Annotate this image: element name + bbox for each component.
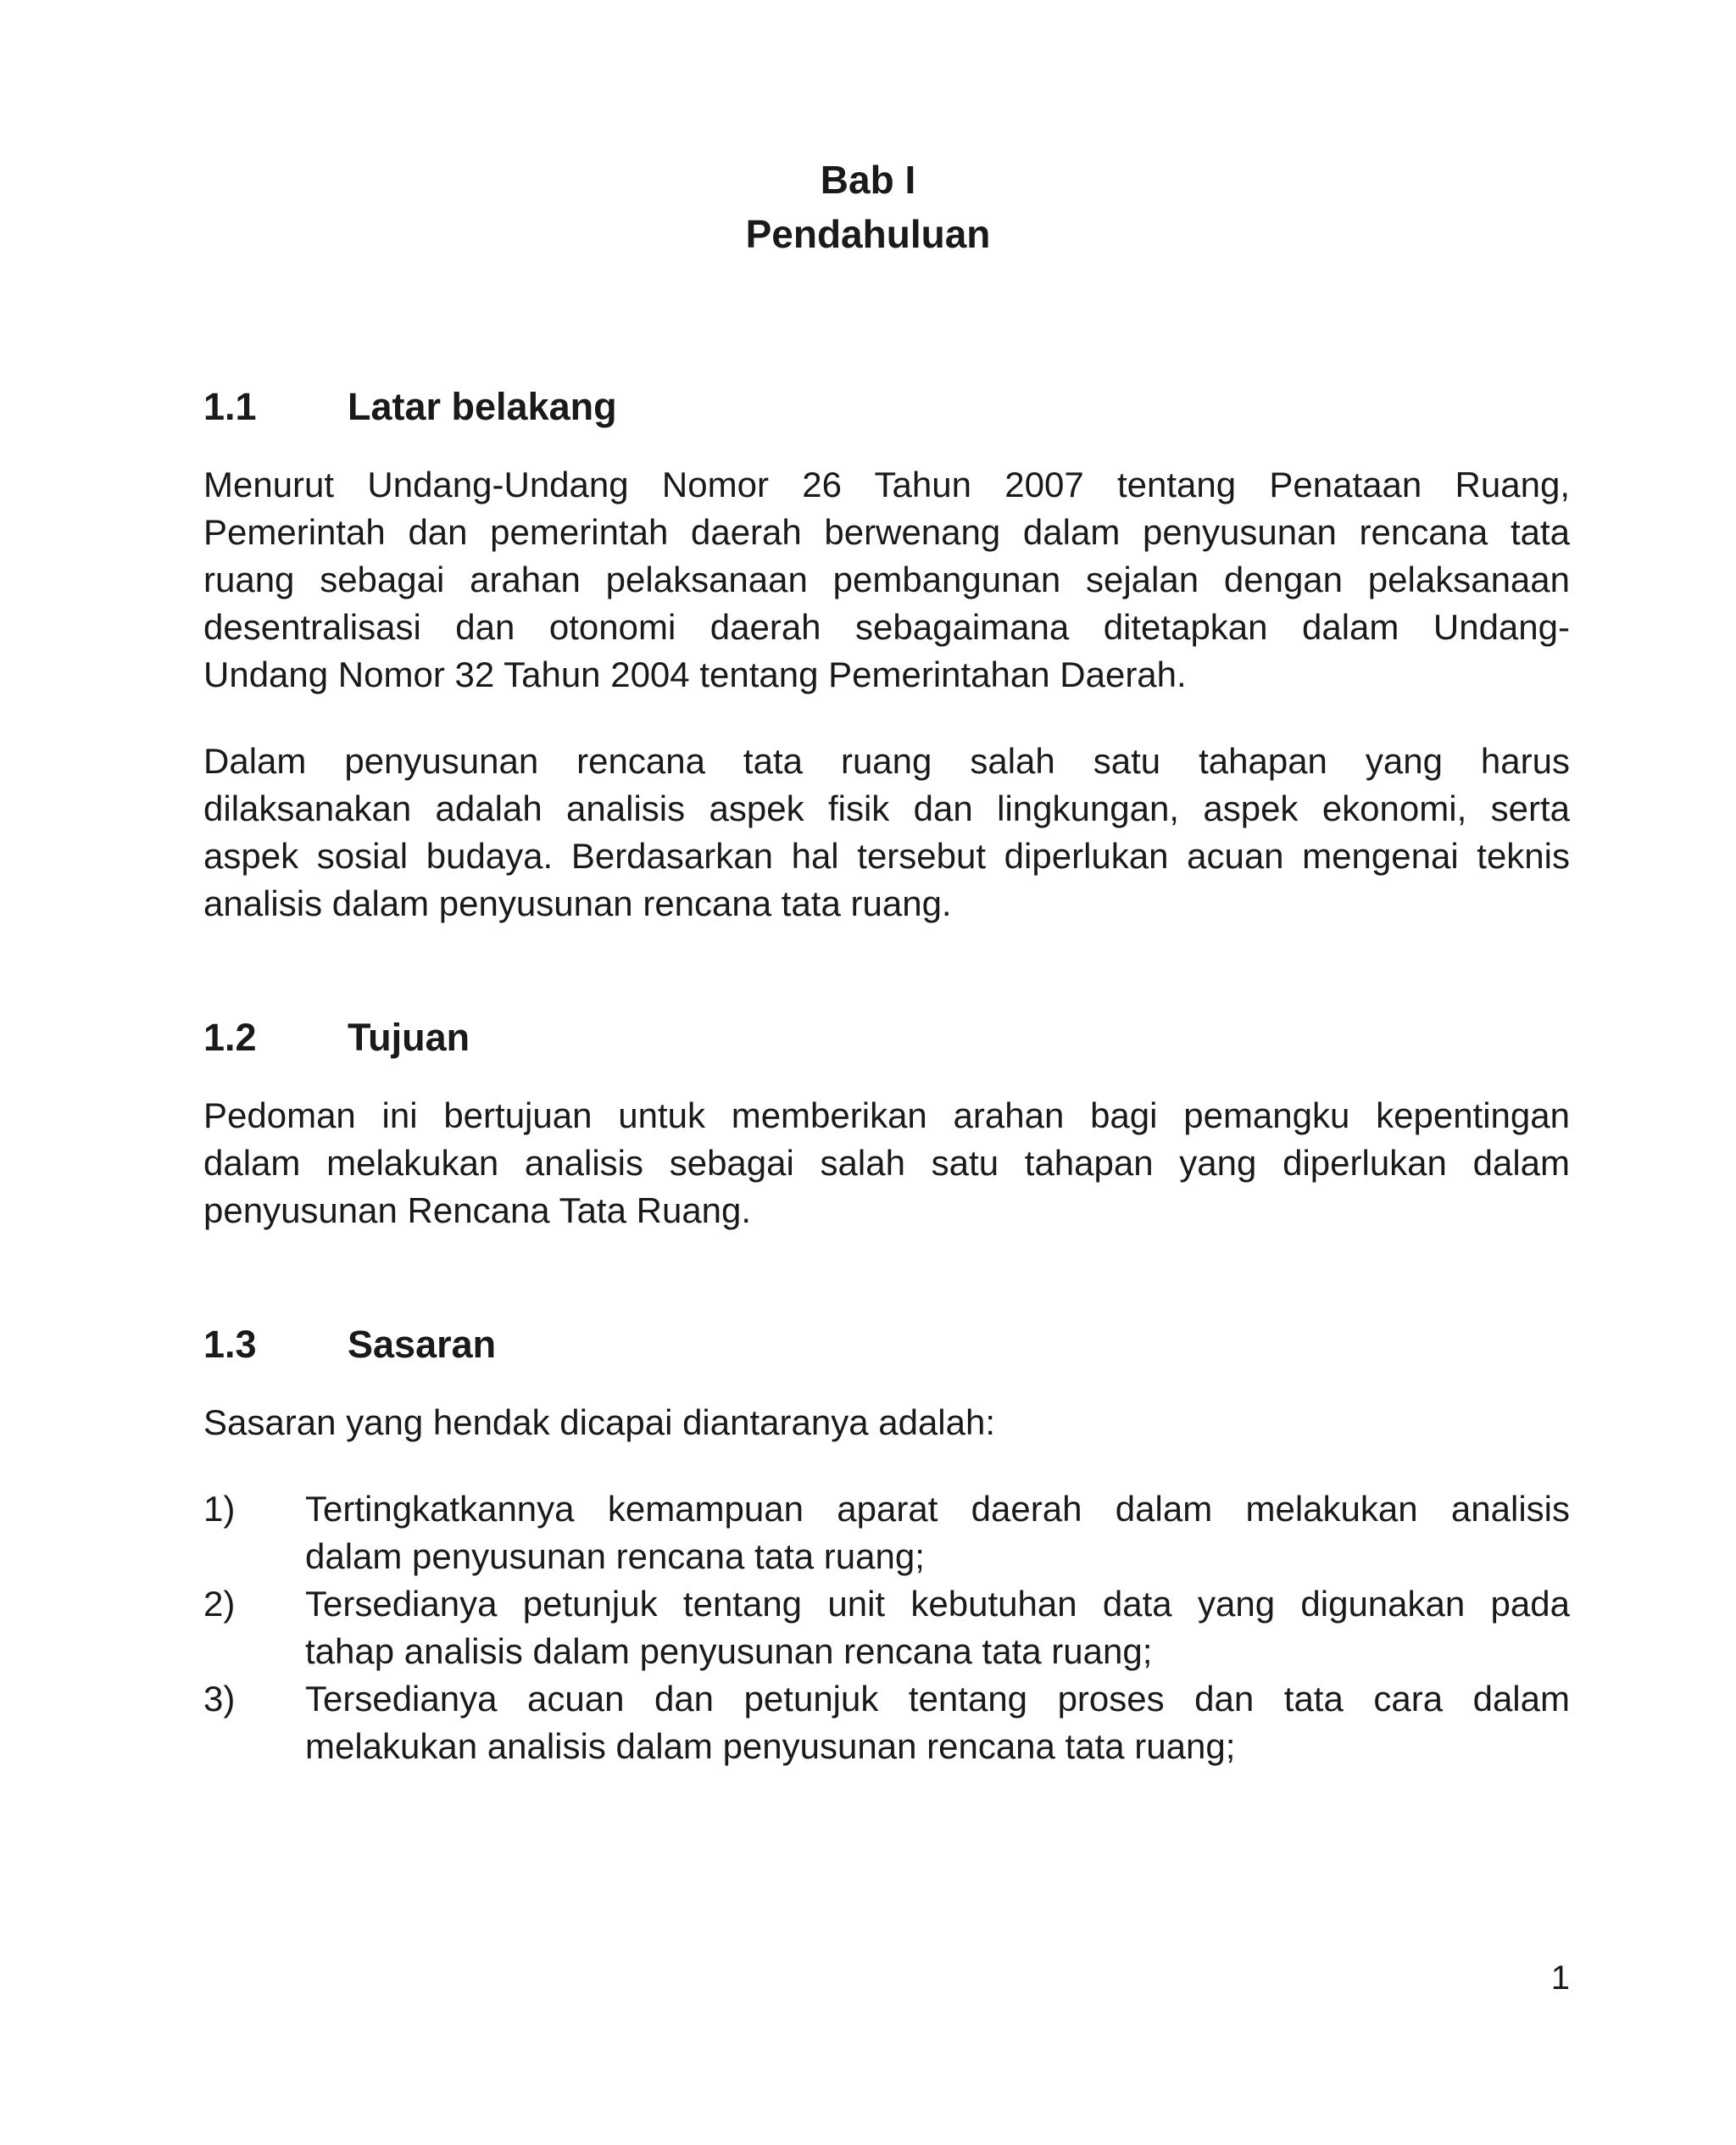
paragraph-line: Undang Nomor 32 Tahun 2004 tentang Pemerintahan Daerah. <box>203 655 1187 694</box>
paragraph-latar-belakang-1 <box>203 461 1570 699</box>
paragraph-line: desentralisasi dan otonomi daerah sebagaimana ditetapkan dalam Undang- <box>203 607 1570 647</box>
list-item-line: dalam penyusunan rencana tata ruang; <box>305 1536 925 1576</box>
paragraph-latar-belakang-2 <box>203 738 1570 928</box>
list-item <box>203 1580 1570 1675</box>
page-number: 1 <box>1550 1959 1570 1997</box>
paragraph-line: penyusunan Rencana Tata Ruang. <box>203 1190 752 1230</box>
list-marker: 2) <box>203 1584 236 1624</box>
paragraph-line: Dalam penyusunan rencana tata ruang salah satu tahapan yang harus <box>203 741 1570 781</box>
paragraph-line: Pemerintah dan pemerintah daerah berwenang dalam penyusunan rencana tata <box>203 512 1570 552</box>
section-heading-1-2 <box>203 1014 470 1061</box>
list-item-line: tahap analisis dalam penyusunan rencana tata ruang; <box>305 1631 1153 1671</box>
section-number: 1.3 <box>203 1323 257 1366</box>
chapter-heading <box>0 153 1736 261</box>
list-item <box>203 1485 1570 1580</box>
paragraph-line: ruang sebagai arahan pelaksanaan pembangunan sejalan dengan pelaksanaan <box>203 560 1570 599</box>
paragraph-line: aspek sosial budaya. Berdasarkan hal tersebut diperlukan acuan mengenai teknis <box>203 836 1570 876</box>
list-marker: 1) <box>203 1489 236 1529</box>
section-number: 1.2 <box>203 1016 257 1059</box>
list-marker: 3) <box>203 1679 236 1719</box>
paragraph-tujuan <box>203 1092 1570 1234</box>
chapter-title: Pendahuluan <box>745 212 991 256</box>
paragraph-sasaran-intro <box>203 1399 1570 1446</box>
paragraph-line: analisis dalam penyusunan rencana tata ruang. <box>203 883 952 923</box>
paragraph-line: dalam melakukan analisis sebagai salah satu tahapan yang diperlukan dalam <box>203 1143 1570 1183</box>
list-item-line: Tertingkatkannya kemampuan aparat daerah dalam melakukan analisis <box>305 1489 1570 1529</box>
list-item-line: Tersedianya acuan dan petunjuk tentang proses dan tata cara dalam <box>305 1679 1570 1719</box>
section-number: 1.1 <box>203 385 257 428</box>
paragraph-line: Pedoman ini bertujuan untuk memberikan arahan bagi pemangku kepentingan <box>203 1095 1570 1135</box>
section-title: Latar belakang <box>348 385 617 428</box>
list-item-line: Tersedianya petunjuk tentang unit kebutuhan data yang digunakan pada <box>305 1584 1570 1624</box>
sasaran-list <box>203 1485 1570 1770</box>
section-heading-1-3 <box>203 1321 496 1368</box>
section-title: Sasaran <box>348 1323 497 1366</box>
section-title: Tujuan <box>348 1016 470 1059</box>
chapter-label: Bab I <box>820 158 916 202</box>
paragraph-line: Menurut Undang-Undang Nomor 26 Tahun 2007 tentang Penataan Ruang, <box>203 465 1570 504</box>
paragraph-line: Sasaran yang hendak dicapai diantaranya adalah: <box>203 1402 996 1442</box>
section-heading-1-1 <box>203 383 617 431</box>
list-item <box>203 1675 1570 1770</box>
paragraph-line: dilaksanakan adalah analisis aspek fisik dan lingkungan, aspek ekonomi, serta <box>203 788 1570 828</box>
list-item-line: melakukan analisis dalam penyusunan rencana tata ruang; <box>305 1726 1236 1766</box>
